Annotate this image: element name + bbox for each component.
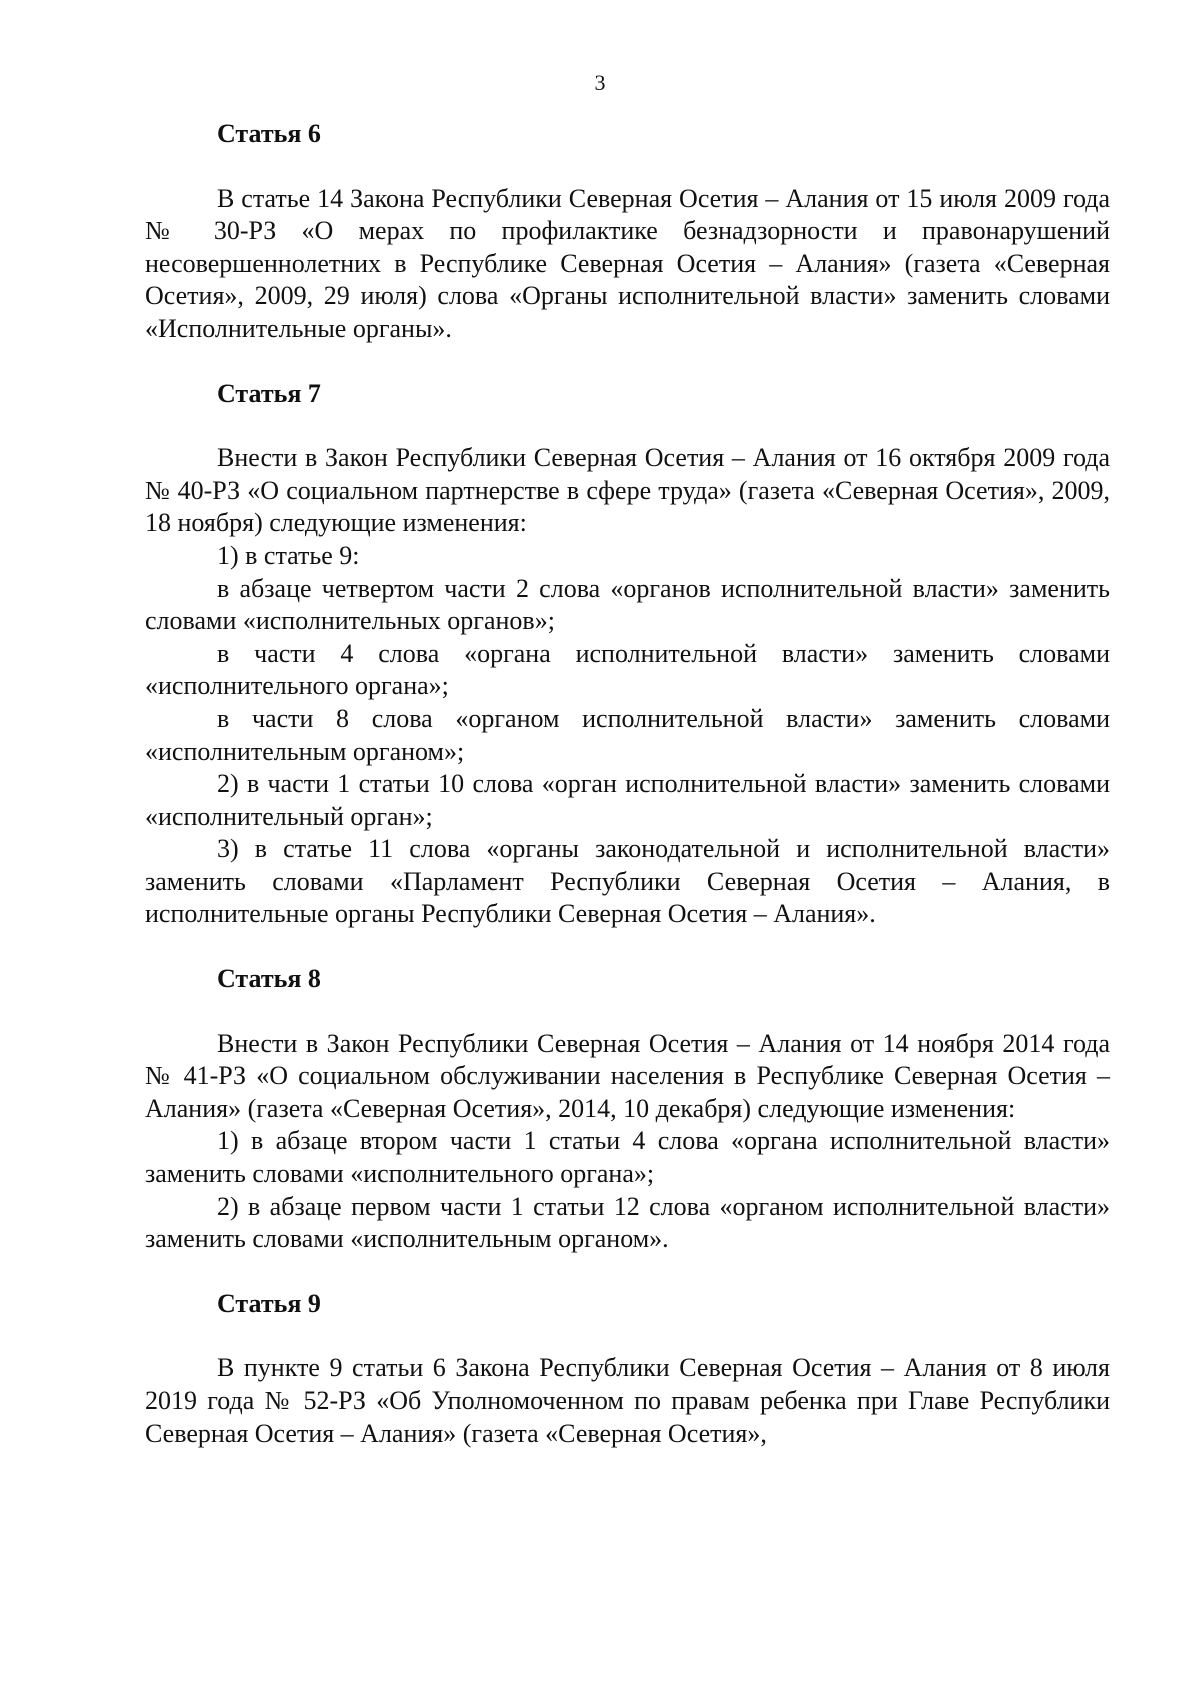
article-heading: Статья 6 <box>217 119 321 148</box>
page-number: 3 <box>594 70 606 95</box>
article-heading: Статья 7 <box>217 378 321 408</box>
article-heading: Статья 9 <box>217 1288 321 1318</box>
article-paragraph: В статье 14 Закона Республики Северная Осетия – Алания от 15 июля 2009 года № 30-РЗ «О мерах по профилактике безнадзорности и правонарушений несовершеннолетних в Республике Северная Осетия – Алания» (газета «Северная Осетия», 2009, 29 июля) слова «Органы исполнительной власти» заменить словами «Исполнительные органы». <box>145 183 1110 343</box>
article-paragraph: 1) в абзаце втором части 1 статьи 4 слова «органа исполнительной власти» заменить словами «исполнительного органа»; <box>145 1126 1110 1189</box>
article-paragraph: 3) в статье 11 слова «органы законодательной и исполнительной власти» заменить словами «Парламент Республики Северная Осетия – Алания, в исполнительные органы Республики Северная Осетия – Алания». <box>145 834 1110 929</box>
article-6 <box>145 118 1110 346</box>
article-paragraph: 2) в абзаце первом части 1 статьи 12 слова «органом исполнительной власти» заменить словами «исполнительным органом». <box>145 1191 1110 1254</box>
article-7 <box>145 378 1110 932</box>
article-8 <box>145 963 1110 1256</box>
article-paragraph: 1) в статье 9: <box>217 540 360 570</box>
article-paragraph: в части 4 слова «органа исполнительной власти» заменить словами «исполнительного органа»; <box>145 638 1110 701</box>
article-heading: Статья 8 <box>217 964 321 994</box>
document-body <box>145 118 1110 1482</box>
article-paragraph: Внести в Закон Республики Северная Осетия – Алания от 14 ноября 2014 года № 41-РЗ «О социальном обслуживании населения в Республике Северная Осетия – Алания» (газета «Северная Осетия», 2014, 10 декабря) следующие изменения: <box>145 1028 1110 1123</box>
article-paragraph: В пункте 9 статьи 6 Закона Республики Северная Осетия – Алания от 8 июля 2019 года № 52-РЗ «Об Уполномоченном по правам ребенка при Главе Республики Северная Осетия – Алания» (газета «Северная Осетия», <box>145 1353 1110 1448</box>
article-9 <box>145 1288 1110 1450</box>
article-paragraph: в части 8 слова «органом исполнительной власти» заменить словами «исполнительным органом»; <box>145 703 1110 766</box>
article-paragraph: Внести в Закон Республики Северная Осетия – Алания от 16 октября 2009 года № 40-РЗ «О социальном партнерстве в сфере труда» (газета «Северная Осетия», 2009, 18 ноября) следующие изменения: <box>145 443 1110 538</box>
article-paragraph: в абзаце четвертом части 2 слова «органов исполнительной власти» заменить словами «исполнительных органов»; <box>145 573 1110 636</box>
article-paragraph: 2) в части 1 статьи 10 слова «орган исполнительной власти» заменить словами «исполнительный орган»; <box>145 769 1110 831</box>
